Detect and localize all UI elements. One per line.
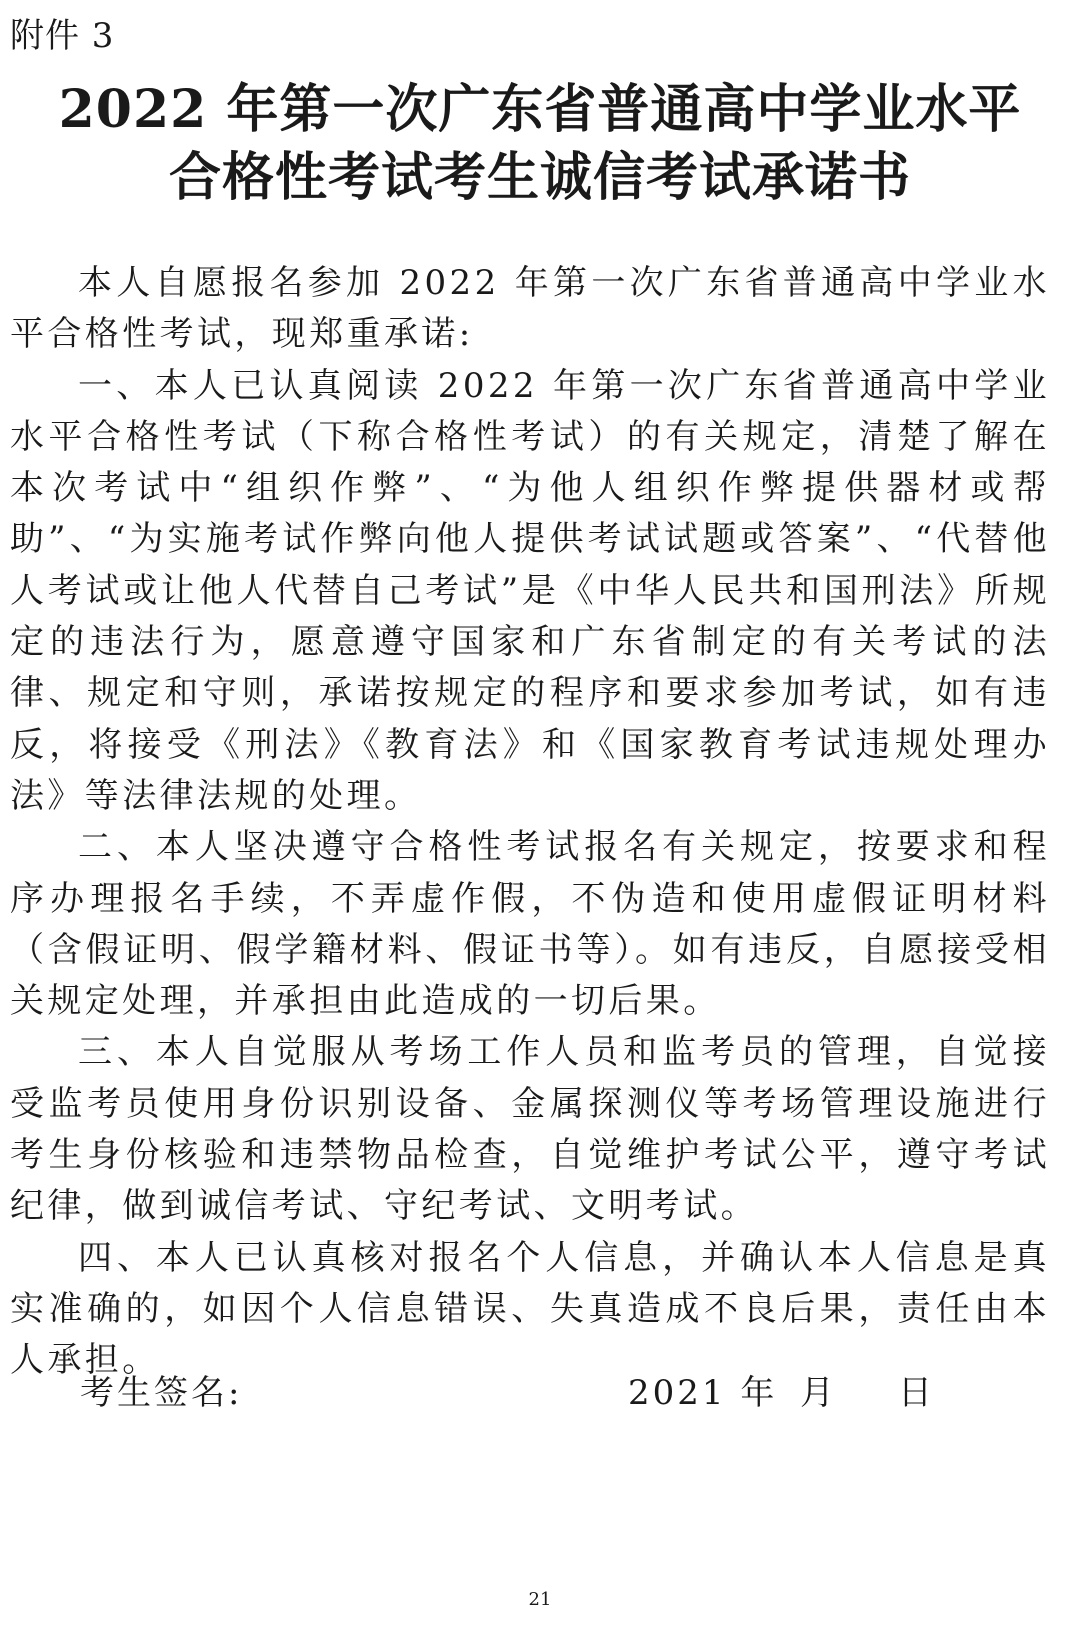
document-title-line-2: 合格性考试考生诚信考试承诺书 (168, 147, 911, 208)
paragraph-clause-3: 三、本人自觉服从考场工作人员和监考员的管理，自觉接受监考员使用身份识别设备、金属探测仪等考场管理设施进行考生身份核验和违禁物品检查，自觉维护考试公平，遵守考试纪律，做到诚信考试、守纪考试、文明考试。 (10, 1032, 1050, 1227)
document-title-line-1: 2022 年第一次广东省普通高中学业水平 (58, 79, 1022, 140)
attachment-label: 附件 3 (10, 16, 115, 56)
document-body (10, 258, 1050, 1387)
signature-row (0, 1368, 1080, 1418)
signature-label: 考生签名: (80, 1373, 243, 1413)
signature-year: 2021 年 (628, 1373, 778, 1413)
paragraph-intro: 本人自愿报名参加 2022 年第一次广东省普通高中学业水平合格性考试，现郑重承诺: (10, 263, 1050, 355)
paragraph-clause-1: 一、本人已认真阅读 2022 年第一次广东省普通高中学业水平合格性考试（下称合格性考试）的有关规定，清楚了解在本次考试中“组织作弊”、“为他人组织作弊提供器材或帮助”、“为实施考试作弊向他人提供考试试题或答案”、“代替他人考试或让他人代替自己考试”是《中华人民共和国刑法》所规定的违法行为，愿意遵守国家和广东省制定的有关考试的法律、规定和守则，承诺按规定的程序和要求参加考试，如有违反，将接受《刑法》《教育法》和《国家教育考试违规处理办法》等法律法规的处理。 (10, 365, 1050, 816)
paragraph-clause-2: 二、本人坚决遵守合格性考试报名有关规定，按要求和程序办理报名手续，不弄虚作假，不伪造和使用虚假证明材料（含假证明、假学籍材料、假证书等）。如有违反，自愿接受相关规定处理，并承担由此造成的一切后果。 (10, 827, 1050, 1022)
signature-month: 月 (800, 1373, 837, 1413)
paragraph-clause-4: 四、本人已认真核对报名个人信息，并确认本人信息是真实准确的，如因个人信息错误、失真造成不良后果，责任由本人承担。 (10, 1237, 1050, 1381)
page-number: 21 (528, 1589, 552, 1610)
signature-day: 日 (898, 1373, 935, 1413)
